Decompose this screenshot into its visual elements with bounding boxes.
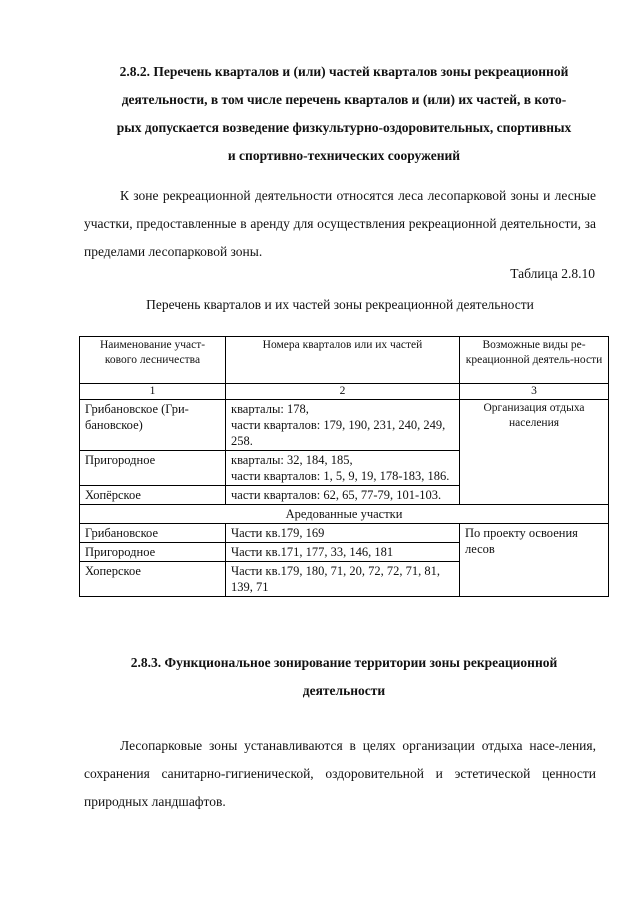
forestry-name: Хопёрское bbox=[80, 486, 226, 505]
quarter-list: кварталы: 32, 184, 185, части кварталов: 1, 5, 9, 19, 178-183, 186. bbox=[226, 451, 460, 486]
column-number-row bbox=[80, 384, 609, 400]
column-number: 2 bbox=[226, 384, 460, 400]
activity-type: Организация отдыха населения bbox=[460, 400, 609, 505]
quarters-table bbox=[79, 336, 609, 597]
header-activity-types: Возможные виды ре-креационной деятель-ности bbox=[460, 337, 609, 384]
forestry-name: Грибановское (Гри-бановское) bbox=[80, 400, 226, 451]
heading-line: деятельности, в том числе перечень кварталов и (или) их частей, в кото- bbox=[121, 92, 567, 107]
column-number: 3 bbox=[460, 384, 609, 400]
header-quarter-numbers: Номера кварталов или их частей bbox=[226, 337, 460, 384]
table-header-row bbox=[80, 337, 609, 384]
heading-line: и спортивно-технических сооружений bbox=[227, 148, 461, 163]
heading-line: 2.8.3. Функциональное зонирование территории зоны рекреационной bbox=[130, 655, 558, 670]
forest-park-paragraph: Лесопарковые зоны устанавливаются в целях организации отдыха насе-ления, сохранения санитарно-гигиенической, оздоровительной и эстетической ценности природных ландшафтов. bbox=[84, 738, 596, 809]
quarter-list: кварталы: 178, части кварталов: 179, 190, 231, 240, 249, 258. bbox=[226, 400, 460, 451]
table-caption: Перечень кварталов и их частей зоны рекреационной деятельности bbox=[146, 297, 534, 312]
recreation-zone-paragraph: К зоне рекреационной деятельности относятся леса лесопарковой зоны и лесные участки, предоставленные в аренду для осуществления рекреационной деятельности, за пределами лесопарковой зоны. bbox=[84, 188, 596, 259]
column-number: 1 bbox=[80, 384, 226, 400]
forestry-name: Грибановское bbox=[80, 524, 226, 543]
section-2-8-3-heading bbox=[80, 649, 608, 705]
forestry-name: Хоперское bbox=[80, 562, 226, 597]
leased-section-row bbox=[80, 505, 609, 524]
activity-type: По проекту освоения лесов bbox=[460, 524, 609, 597]
quarter-list: Части кв.171, 177, 33, 146, 181 bbox=[226, 543, 460, 562]
quarter-list: Части кв.179, 180, 71, 20, 72, 72, 71, 81, 139, 71 bbox=[226, 562, 460, 597]
table-row bbox=[80, 400, 609, 451]
section-2-8-2-heading bbox=[80, 58, 608, 170]
heading-line: рых допускается возведение физкультурно-оздоровительных, спортивных bbox=[116, 120, 572, 135]
heading-line: деятельности bbox=[302, 683, 386, 698]
forestry-name: Пригородное bbox=[80, 543, 226, 562]
quarter-list: части кварталов: 62, 65, 77-79, 101-103. bbox=[226, 486, 460, 505]
table-number: Таблица 2.8.10 bbox=[510, 266, 595, 281]
table-row bbox=[80, 524, 609, 543]
header-forestry-name: Наименование участ-кового лесничества bbox=[80, 337, 226, 384]
leased-section-title: Аредованные участки bbox=[80, 505, 609, 524]
quarter-list: Части кв.179, 169 bbox=[226, 524, 460, 543]
forestry-name: Пригородное bbox=[80, 451, 226, 486]
heading-line: 2.8.2. Перечень кварталов и (или) частей кварталов зоны рекреационной bbox=[119, 64, 569, 79]
